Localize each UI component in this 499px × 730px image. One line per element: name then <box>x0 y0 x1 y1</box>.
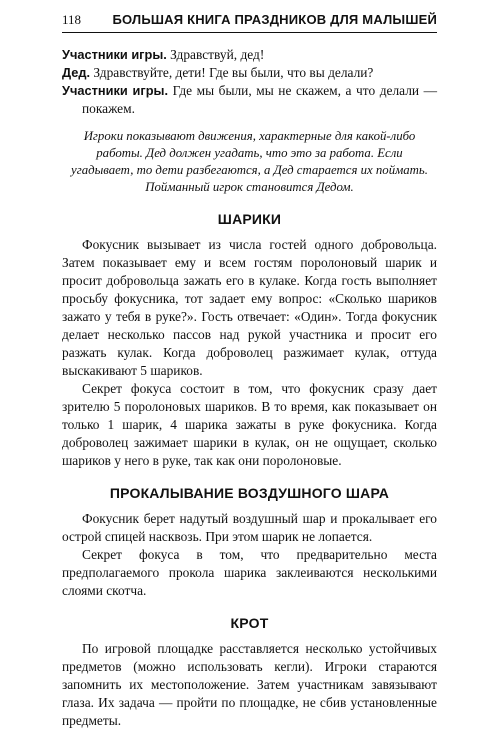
section-title-krot: КРОТ <box>230 615 269 631</box>
stage-direction: Игроки показывают движения, характерные для какой-либо работы. Дед должен угадать, что это за работа. Если угадывает, то дети разбегаются, а Дед старается их поймать. Пойманный игрок становится Дедом. <box>71 129 428 194</box>
dialogue-line <box>62 46 437 64</box>
page-number: 118 <box>62 12 82 27</box>
body-paragraph: По игровой площадке расставляется несколько устойчивых предметов (можно использовать кегли). Игроки стараются запомнить их местоположение. Затем участникам завязывают глаза. Их задача — пройти по площадке, не сбив установленные предметы. <box>62 641 437 728</box>
dialogue-text: Здравствуйте, дети! Где вы были, что вы делали? <box>90 65 374 80</box>
section-title-balloon: ПРОКАЛЫВАНИЕ ВОЗДУШНОГО ШАРА <box>109 485 390 501</box>
section-title-shariki: ШАРИКИ <box>217 211 282 227</box>
dialogue-line <box>62 82 437 118</box>
body-paragraph: Фокусник вызывает из числа гостей одного добровольца. Затем показывает ему и всем гостям поролоновый шарик и просит добровольца зажать его в кулаке. Когда гость выполняет просьбу фокусника, тот задает ему вопрос: «Сколько шариков зажато у тебя в руке?». Гость отвечает: «Один». Тогда фокусник делает несколько пассов над рукой участника и просит его разжать кулак. Когда доброволец разжимает кулак, оттуда выскакивают 5 шариков. <box>62 237 437 378</box>
speaker-name: Участники игры. <box>62 83 169 98</box>
speaker-name: Дед. <box>62 65 91 80</box>
book-title: БОЛЬШАЯ КНИГА ПРАЗДНИКОВ ДЛЯ МАЛЫШЕЙ <box>112 12 437 27</box>
dialogue-text: Где мы были, мы не скажем, а что делали — покажем. <box>82 83 438 116</box>
speaker-name: Участники игры. <box>62 47 167 62</box>
body-paragraph: Фокусник берет надутый воздушный шар и прокалывает его острой спицей насквозь. При этом шарик не лопается. <box>62 511 437 544</box>
running-header <box>62 12 437 33</box>
dialogue-text: Здравствуй, дед! <box>166 47 265 62</box>
dialogue-line <box>62 64 437 82</box>
page-content <box>62 46 437 730</box>
body-paragraph: Секрет фокуса в том, что предварительно места предполагаемого прокола шарика заклеиваются несколькими слоями скотча. <box>62 547 437 598</box>
body-paragraph: Секрет фокуса состоит в том, что фокусник сразу дает зрителю 5 поролоновых шариков. В то время, как показывает он только 1 шарик, 4 шарика зажаты в руке фокусника. Когда доброволец зажимает шарики в кулак, он не ощущает, сколько шариков у него в руке, так как они поролоновые. <box>62 381 437 468</box>
